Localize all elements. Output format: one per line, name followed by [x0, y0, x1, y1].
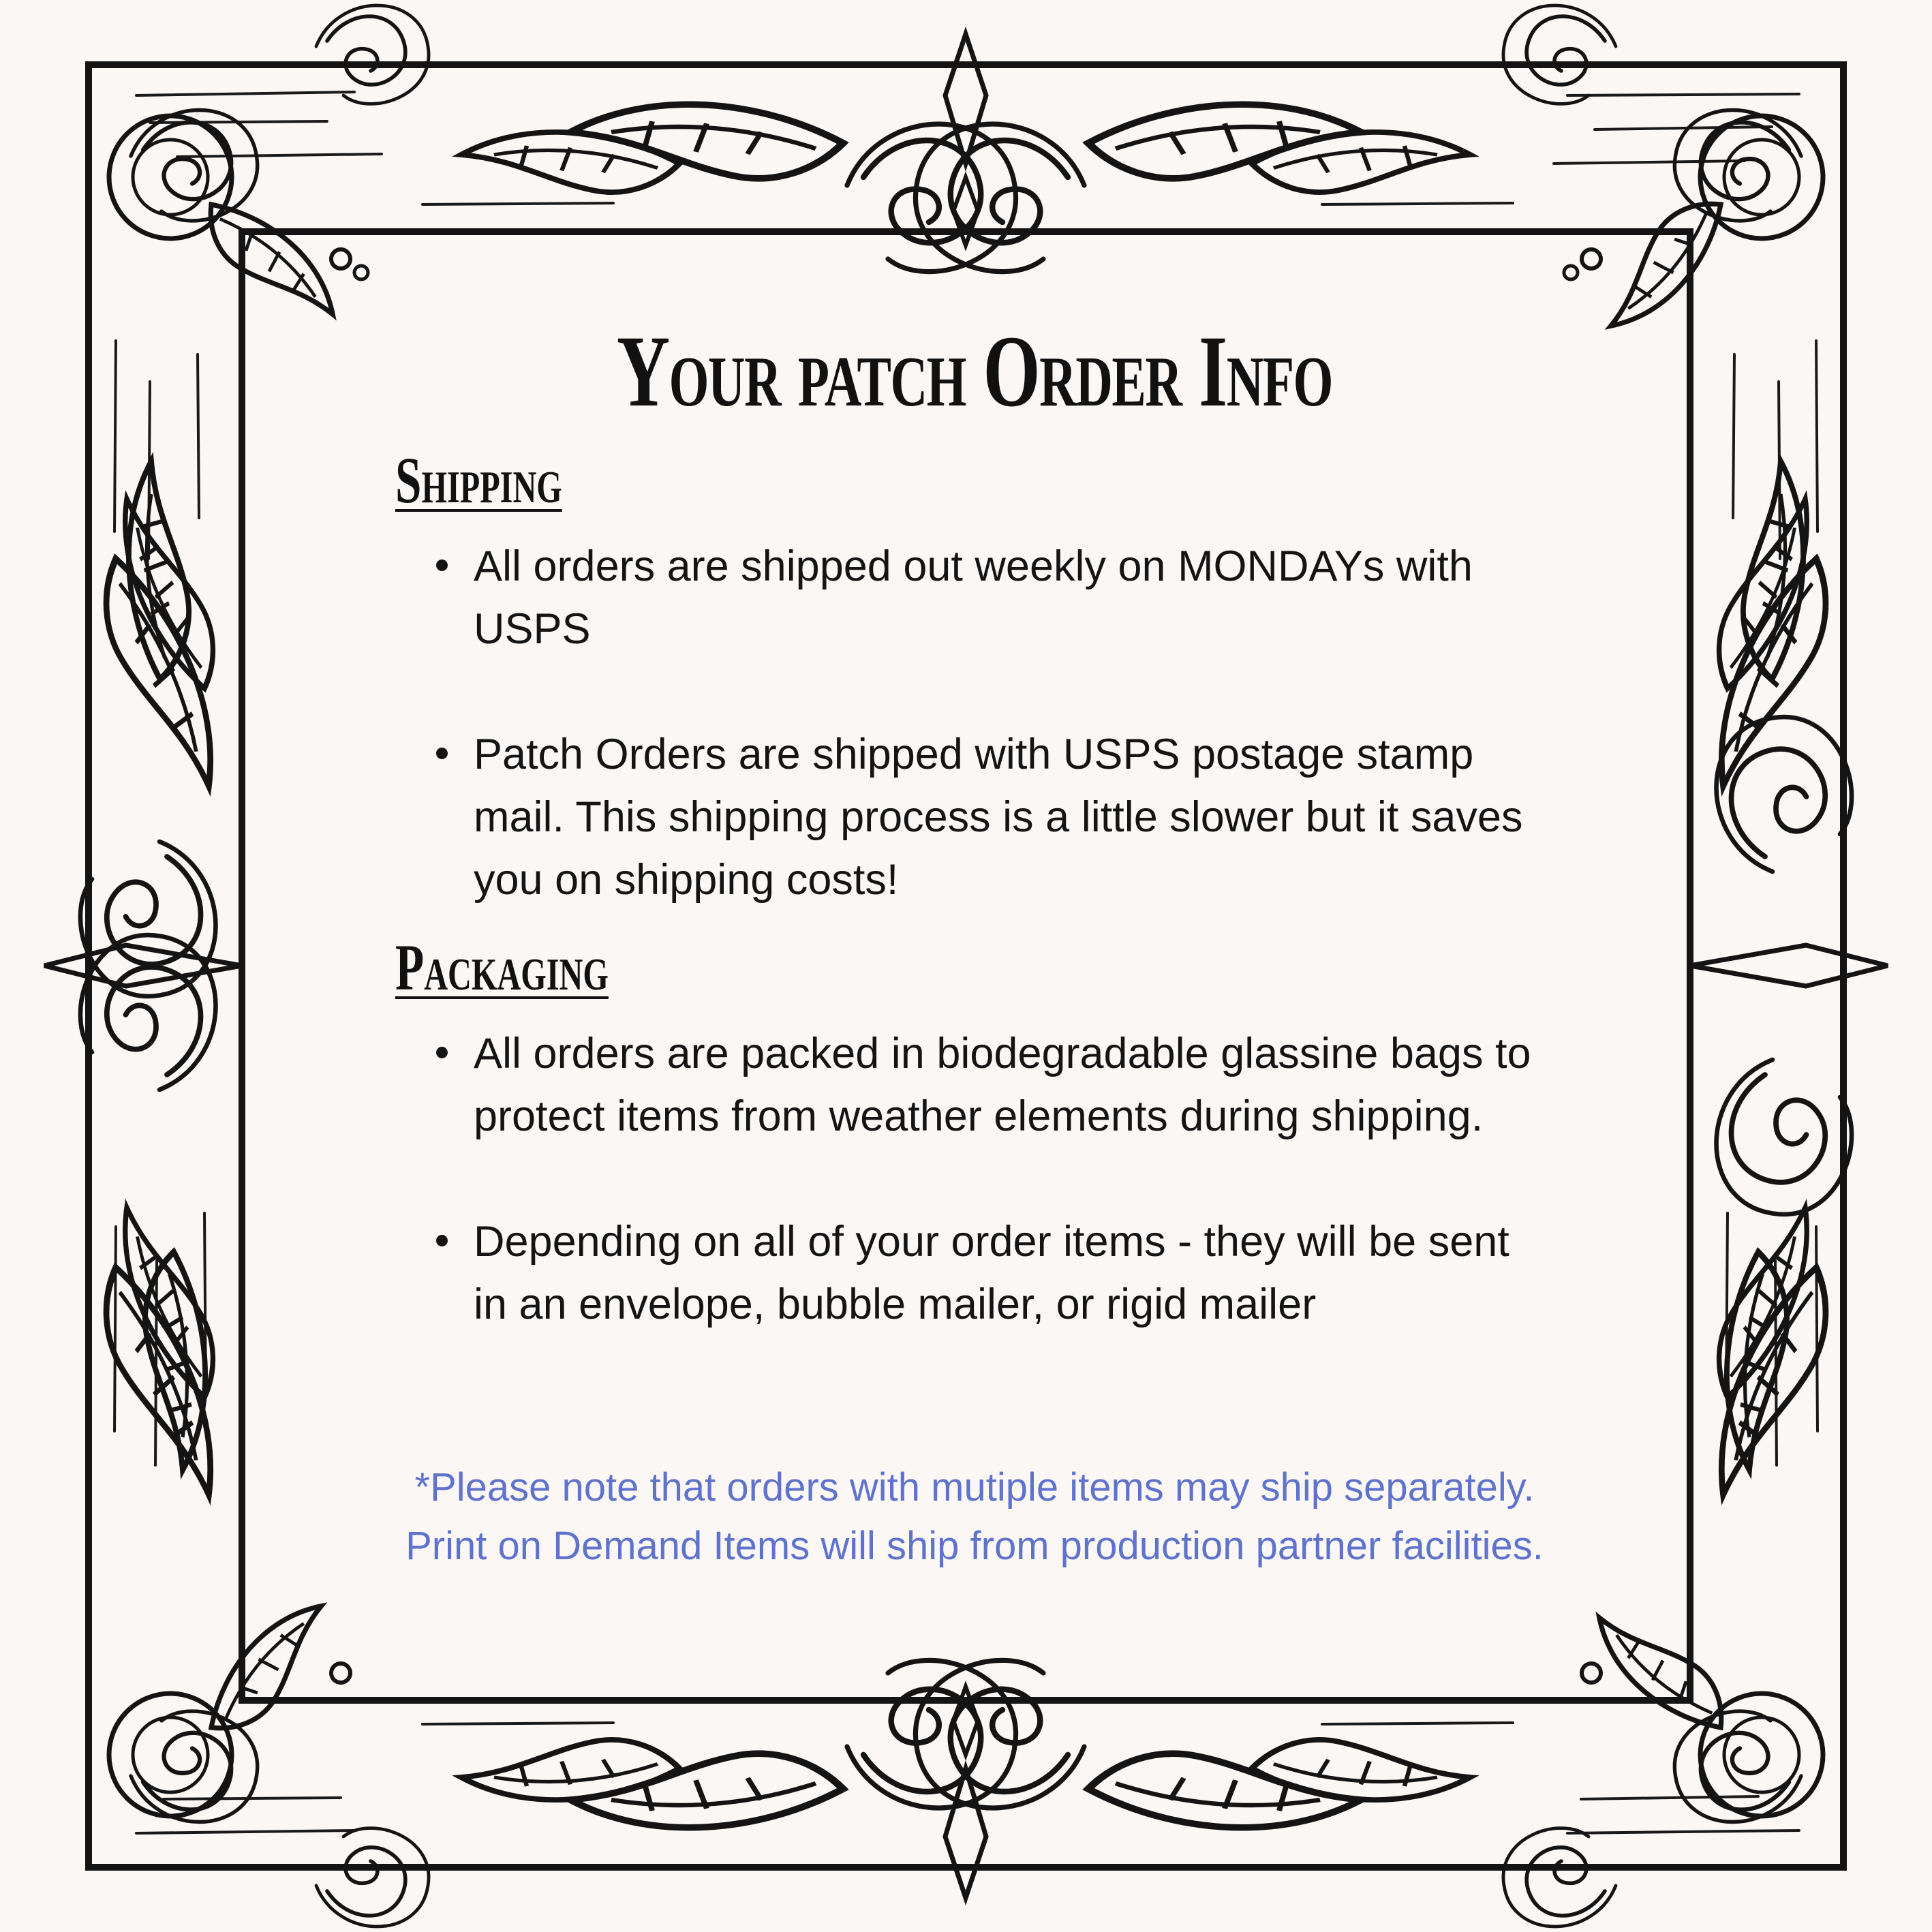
footnote: *Please note that orders with mutiple items may ship separately. Print on Demand Items will ship from production partner facilities.: [405, 1465, 1544, 1568]
list-item: [395, 723, 1537, 911]
page-title: Your patch Order Info: [617, 315, 1332, 428]
section-heading-shipping: Shipping: [395, 444, 562, 517]
shipping-list: [395, 535, 1554, 911]
bullet-dot-icon: [436, 748, 448, 759]
list-item: [395, 1022, 1537, 1148]
list-item: [395, 535, 1537, 660]
section-heading-packaging: Packaging: [395, 931, 609, 1004]
list-item-text: All orders are shipped out weekly on MONDAYs with USPS: [474, 542, 1473, 653]
bullet-dot-icon: [436, 1235, 448, 1246]
bullet-dot-icon: [436, 1047, 448, 1058]
packaging-list: [395, 1022, 1554, 1336]
list-item-text: All orders are packed in biodegradable glassine bags to protect items from weather elements during shipping.: [474, 1030, 1531, 1140]
list-item-text: Depending on all of your order items - they will be sent in an envelope, bubble mailer, or rigid mailer: [474, 1218, 1509, 1328]
list-item-text: Patch Orders are shipped with USPS postage stamp mail. This shipping process is a little slower but it saves you on shipping costs!: [474, 731, 1523, 904]
bullet-dot-icon: [436, 559, 448, 571]
content-area: [395, 313, 1554, 1642]
list-item: [395, 1210, 1537, 1336]
